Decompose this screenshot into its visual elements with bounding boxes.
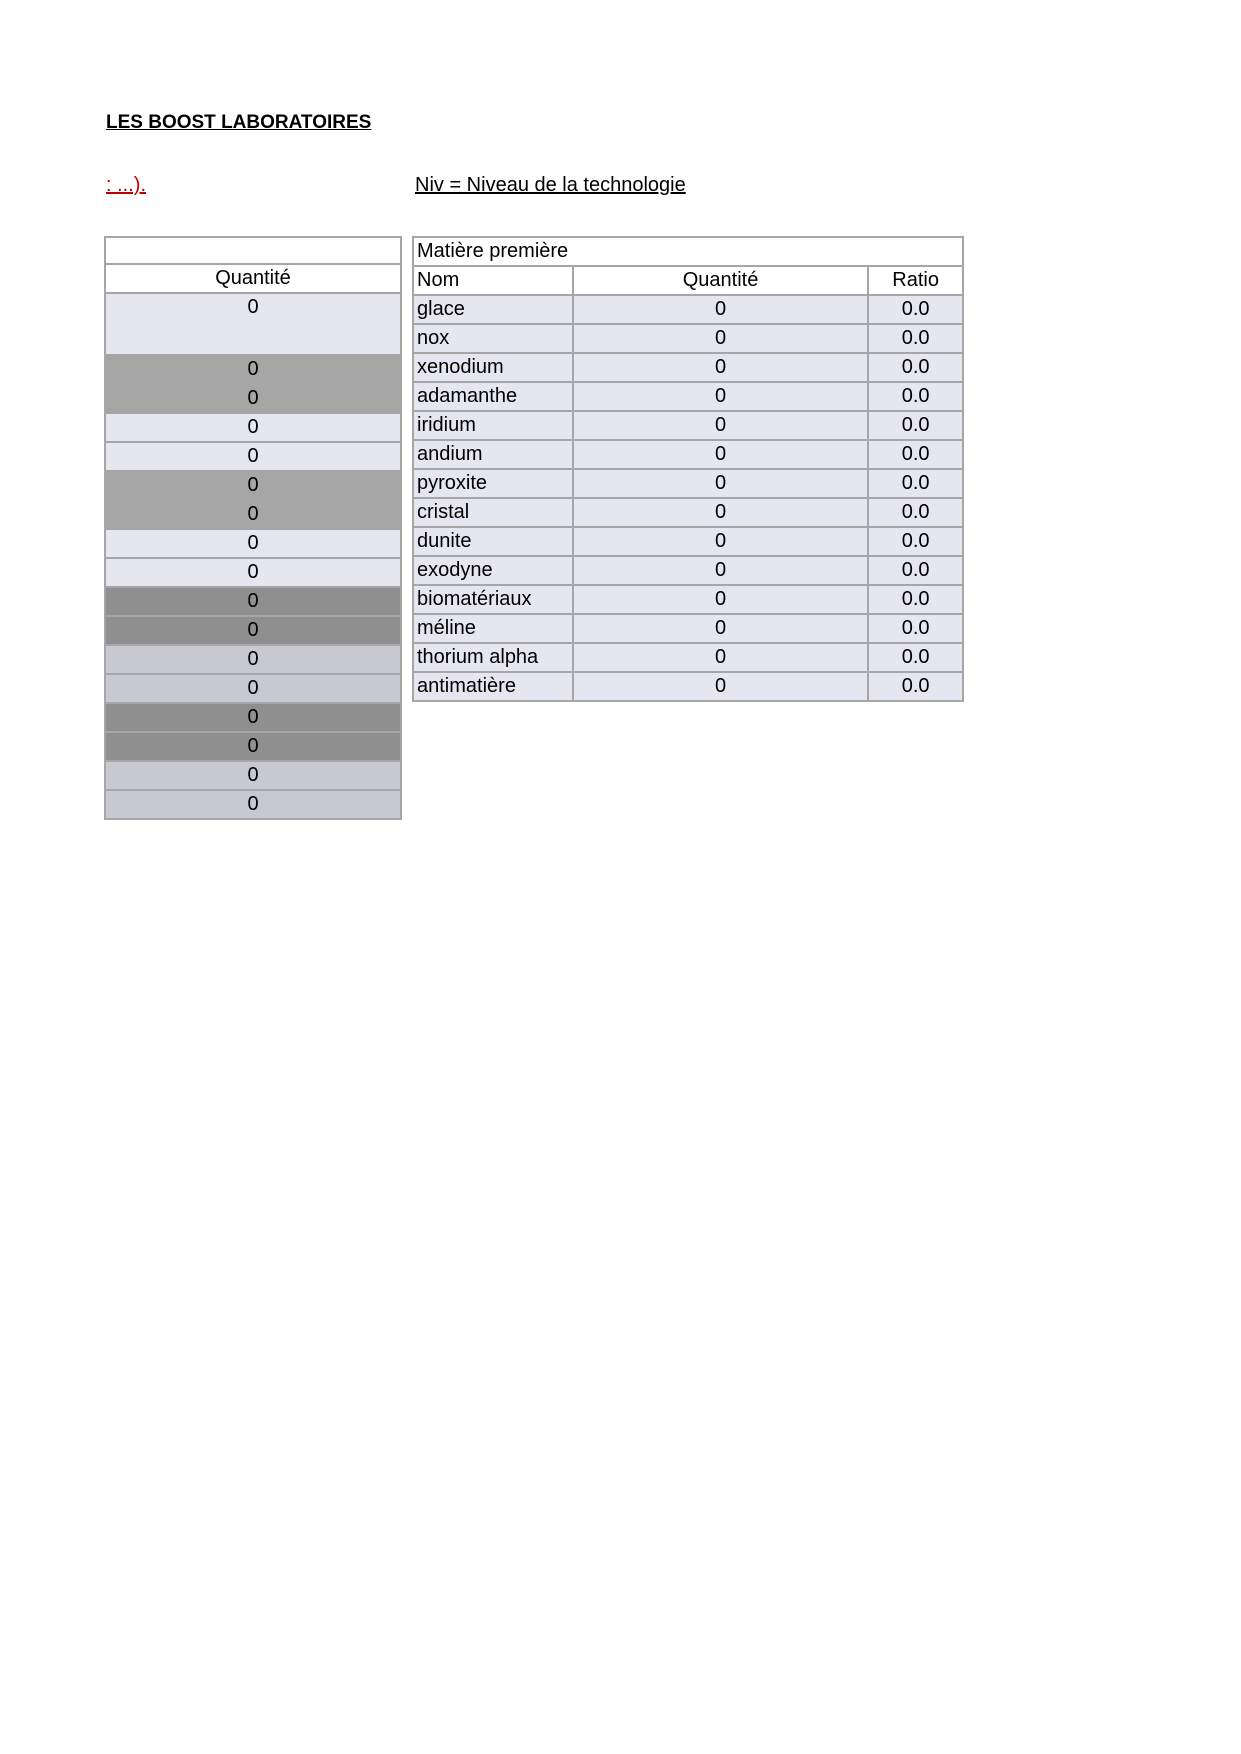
material-name-cell: pyroxite bbox=[413, 469, 573, 498]
material-name-cell: antimatière bbox=[413, 672, 573, 701]
material-ratio-cell: 0.0 bbox=[868, 643, 963, 672]
material-quantity-cell: 0 bbox=[573, 440, 868, 469]
quantity-cell: 0 bbox=[105, 703, 401, 732]
material-ratio-cell: 0.0 bbox=[868, 353, 963, 382]
table-row bbox=[105, 471, 401, 500]
raw-material-header-row bbox=[413, 266, 963, 295]
material-quantity-cell: 0 bbox=[573, 382, 868, 411]
table-row bbox=[413, 295, 963, 324]
material-ratio-cell: 0.0 bbox=[868, 527, 963, 556]
table-row bbox=[105, 761, 401, 790]
quantity-cell: 0 bbox=[105, 471, 401, 500]
quantity-cell: 0 bbox=[105, 587, 401, 616]
quantity-cell: 0 bbox=[105, 529, 401, 558]
left-quantity-table bbox=[104, 236, 402, 820]
table-row bbox=[413, 585, 963, 614]
quantity-cell: 0 bbox=[105, 384, 401, 413]
quantity-cell: 0 bbox=[105, 442, 401, 471]
material-quantity-cell: 0 bbox=[573, 411, 868, 440]
red-note: : ...). bbox=[106, 174, 146, 196]
table-row bbox=[413, 498, 963, 527]
material-quantity-cell: 0 bbox=[573, 295, 868, 324]
material-ratio-cell: 0.0 bbox=[868, 556, 963, 585]
quantity-cell: 0 bbox=[105, 413, 401, 442]
table-row bbox=[413, 382, 963, 411]
table-row bbox=[105, 355, 401, 384]
legend-note: Niv = Niveau de la technologie bbox=[415, 174, 686, 196]
material-quantity-cell: 0 bbox=[573, 353, 868, 382]
raw-material-caption-row bbox=[413, 237, 963, 266]
table-row bbox=[413, 324, 963, 353]
left-table-header-quantite: Quantité bbox=[105, 264, 401, 293]
column-header-quantite: Quantité bbox=[573, 266, 868, 295]
quantity-cell: 0 bbox=[105, 645, 401, 674]
material-ratio-cell: 0.0 bbox=[868, 469, 963, 498]
table-row bbox=[413, 469, 963, 498]
left-table-header-row bbox=[105, 264, 401, 293]
table-row bbox=[413, 643, 963, 672]
material-name-cell: exodyne bbox=[413, 556, 573, 585]
material-ratio-cell: 0.0 bbox=[868, 324, 963, 353]
quantity-cell: 0 bbox=[105, 674, 401, 703]
table-row bbox=[105, 587, 401, 616]
material-name-cell: méline bbox=[413, 614, 573, 643]
quantity-cell: 0 bbox=[105, 790, 401, 819]
table-row bbox=[413, 556, 963, 585]
material-quantity-cell: 0 bbox=[573, 556, 868, 585]
material-quantity-cell: 0 bbox=[573, 469, 868, 498]
material-name-cell: iridium bbox=[413, 411, 573, 440]
table-row bbox=[413, 353, 963, 382]
table-row bbox=[105, 732, 401, 761]
table-row bbox=[105, 645, 401, 674]
quantity-cell: 0 bbox=[105, 761, 401, 790]
material-name-cell: thorium alpha bbox=[413, 643, 573, 672]
table-row bbox=[413, 440, 963, 469]
quantity-cell: 0 bbox=[105, 293, 401, 355]
material-quantity-cell: 0 bbox=[573, 324, 868, 353]
material-ratio-cell: 0.0 bbox=[868, 585, 963, 614]
material-quantity-cell: 0 bbox=[573, 527, 868, 556]
material-quantity-cell: 0 bbox=[573, 614, 868, 643]
table-row bbox=[105, 674, 401, 703]
column-header-nom: Nom bbox=[413, 266, 573, 295]
quantity-cell: 0 bbox=[105, 355, 401, 384]
material-quantity-cell: 0 bbox=[573, 498, 868, 527]
table-row bbox=[413, 411, 963, 440]
material-name-cell: adamanthe bbox=[413, 382, 573, 411]
material-name-cell: cristal bbox=[413, 498, 573, 527]
left-table-top-row bbox=[105, 237, 401, 264]
quantity-cell: 0 bbox=[105, 500, 401, 529]
material-ratio-cell: 0.0 bbox=[868, 295, 963, 324]
material-name-cell: glace bbox=[413, 295, 573, 324]
quantity-cell: 0 bbox=[105, 616, 401, 645]
page-title: LES BOOST LABORATOIRES bbox=[106, 112, 372, 133]
material-name-cell: biomatériaux bbox=[413, 585, 573, 614]
table-row bbox=[105, 384, 401, 413]
table-row bbox=[105, 703, 401, 732]
material-ratio-cell: 0.0 bbox=[868, 498, 963, 527]
material-name-cell: xenodium bbox=[413, 353, 573, 382]
material-name-cell: nox bbox=[413, 324, 573, 353]
material-ratio-cell: 0.0 bbox=[868, 382, 963, 411]
material-quantity-cell: 0 bbox=[573, 672, 868, 701]
material-ratio-cell: 0.0 bbox=[868, 440, 963, 469]
table-row bbox=[413, 672, 963, 701]
column-header-ratio: Ratio bbox=[868, 266, 963, 295]
table-row bbox=[105, 558, 401, 587]
table-row bbox=[105, 616, 401, 645]
table-row bbox=[413, 614, 963, 643]
material-name-cell: dunite bbox=[413, 527, 573, 556]
table-row bbox=[105, 790, 401, 819]
left-table-top-cell bbox=[105, 237, 401, 264]
material-name-cell: andium bbox=[413, 440, 573, 469]
table-row bbox=[105, 413, 401, 442]
raw-material-caption: Matière première bbox=[413, 237, 963, 266]
material-quantity-cell: 0 bbox=[573, 585, 868, 614]
material-ratio-cell: 0.0 bbox=[868, 614, 963, 643]
quantity-cell: 0 bbox=[105, 732, 401, 761]
material-quantity-cell: 0 bbox=[573, 643, 868, 672]
raw-material-table bbox=[412, 236, 964, 702]
material-ratio-cell: 0.0 bbox=[868, 672, 963, 701]
material-ratio-cell: 0.0 bbox=[868, 411, 963, 440]
table-row bbox=[105, 293, 401, 355]
table-row bbox=[105, 529, 401, 558]
quantity-cell: 0 bbox=[105, 558, 401, 587]
table-row bbox=[105, 442, 401, 471]
table-row bbox=[105, 500, 401, 529]
table-row bbox=[413, 527, 963, 556]
